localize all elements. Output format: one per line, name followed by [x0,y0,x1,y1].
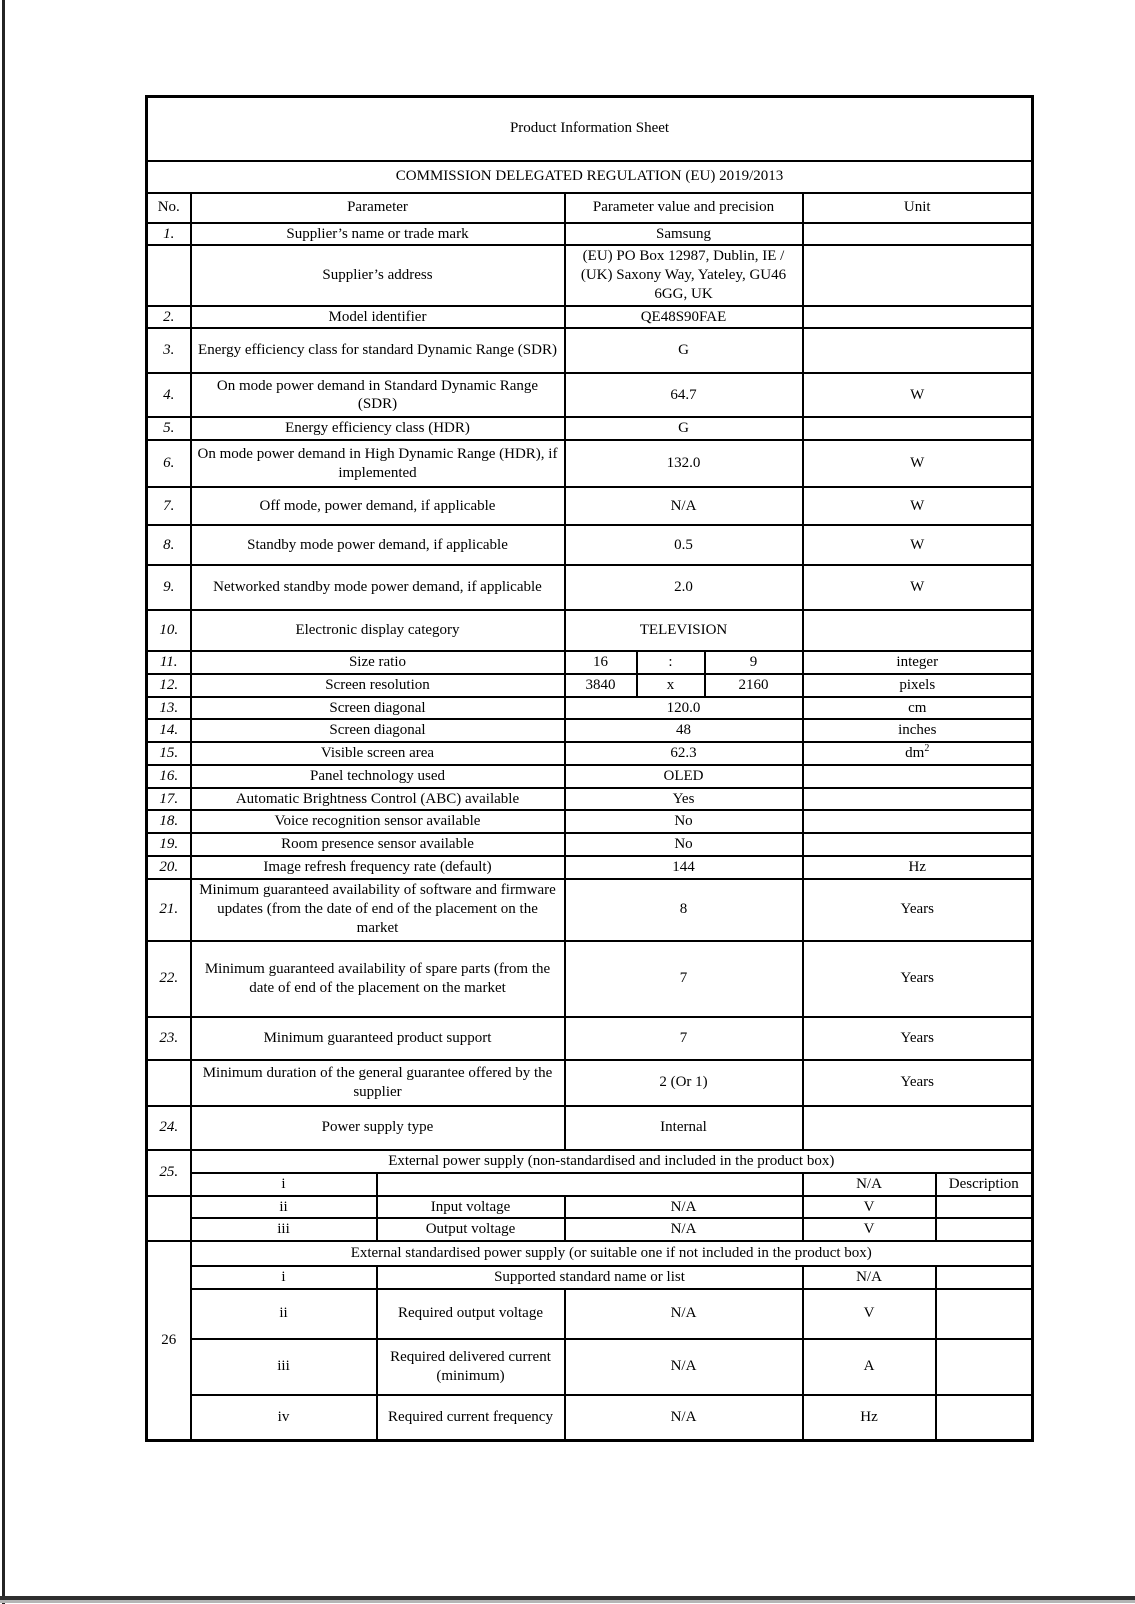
cell-unit: W [803,565,1033,610]
cell-unit: Years [803,879,1033,941]
row-spare-parts [147,941,1033,1017]
cell-subnum: i [191,1173,377,1196]
cell-no: 22. [147,941,191,1017]
cell-value: TELEVISION [565,610,803,651]
cell-parameter: Supplier’s name or trade mark [191,223,565,246]
cell-parameter: Power supply type [191,1106,565,1150]
row-25-ii [147,1196,1033,1219]
cell-no: 19. [147,833,191,856]
cell-unit: W [803,487,1033,525]
cell-unit [803,223,1033,246]
cell-parameter: Energy efficiency class for standard Dynamic Range (SDR) [191,328,565,373]
cell-parameter: Electronic display category [191,610,565,651]
row-screen-diagonal-inches [147,719,1033,742]
cell-unit [803,245,1033,305]
cell-no [147,1060,191,1106]
cell-description [936,1218,1033,1241]
cell-subnum: iii [191,1339,377,1395]
cell-no [147,245,191,305]
regulation-subtitle: COMMISSION DELEGATED REGULATION (EU) 2019/2013 [147,161,1033,193]
cell-description: Description [936,1173,1033,1196]
cell-value-sep: : [637,651,705,674]
cell-description [936,1339,1033,1395]
row-display-category [147,610,1033,651]
cell-parameter: Visible screen area [191,742,565,765]
cell-value: Internal [565,1106,803,1150]
cell-no: 9. [147,565,191,610]
row-power-sdr [147,373,1033,417]
cell-no: 18. [147,810,191,833]
subtitle-row [147,161,1033,193]
cell-no: 5. [147,417,191,440]
cell-no: 21. [147,879,191,941]
cell-value: Samsung [565,223,803,246]
cell-value: 64.7 [565,373,803,417]
header-value: Parameter value and precision [565,193,803,223]
page-scan-edge-bottom-shadow [0,1600,1135,1603]
cell-subnum: ii [191,1289,377,1339]
cell-subnum: i [191,1266,377,1289]
cell-value-a: 3840 [565,674,637,697]
cell-unit: Years [803,1060,1033,1106]
cell-parameter: Required delivered current (minimum) [377,1339,565,1395]
cell-no: 15. [147,742,191,765]
cell-value: 2 (Or 1) [565,1060,803,1106]
cell-no: 24. [147,1106,191,1150]
row-model-identifier [147,306,1033,329]
cell-value-a: 16 [565,651,637,674]
row-voice-recognition [147,810,1033,833]
cell-parameter: Image refresh frequency rate (default) [191,856,565,879]
cell-no: 7. [147,487,191,525]
cell-description [936,1196,1033,1219]
cell-parameter: Voice recognition sensor available [191,810,565,833]
cell-no: 26 [147,1241,191,1441]
cell-parameter: Minimum duration of the general guarantee offered by the supplier [191,1060,565,1106]
cell-parameter: Required current frequency [377,1395,565,1441]
cell-unit [803,833,1033,856]
cell-unit [803,610,1033,651]
cell-no: 12. [147,674,191,697]
cell-value: 132.0 [565,440,803,487]
header-parameter: Parameter [191,193,565,223]
cell-parameter: Input voltage [377,1196,565,1219]
header-unit: Unit [803,193,1033,223]
cell-unit: Hz [803,1395,936,1441]
column-header-row [147,193,1033,223]
cell-unit [803,328,1033,373]
cell-unit: V [803,1196,936,1219]
cell-unit: Hz [803,856,1033,879]
row-product-support [147,1017,1033,1060]
cell-no: 4. [147,373,191,417]
cell-unit [803,810,1033,833]
cell-unit [803,765,1033,788]
cell-no: 1. [147,223,191,246]
cell-parameter: Size ratio [191,651,565,674]
cell-subnum: iii [191,1218,377,1241]
cell-parameter: Required output voltage [377,1289,565,1339]
cell-value: N/A [565,1218,803,1241]
cell-no: 10. [147,610,191,651]
cell-unit: W [803,525,1033,565]
cell-parameter: On mode power demand in Standard Dynamic Range (SDR) [191,373,565,417]
cell-value-sep: x [637,674,705,697]
cell-parameter: Model identifier [191,306,565,329]
cell-no: 16. [147,765,191,788]
cell-value: 144 [565,856,803,879]
row-software-updates [147,879,1033,941]
cell-parameter: Supplier’s address [191,245,565,305]
row-screen-resolution [147,674,1033,697]
unit-superscript: 2 [924,743,930,754]
cell-parameter: On mode power demand in High Dynamic Range (HDR), if implemented [191,440,565,487]
cell-value: G [565,328,803,373]
row-off-mode [147,487,1033,525]
cell-parameter: Minimum guaranteed availability of spare parts (from the date of end of the placement on the market [191,941,565,1017]
cell-subnum: ii [191,1196,377,1219]
cell-value: 2.0 [565,565,803,610]
cell-description [936,1395,1033,1441]
cell-parameter: Automatic Brightness Control (ABC) available [191,788,565,811]
cell-unit: Years [803,1017,1033,1060]
cell-value: 0.5 [565,525,803,565]
cell-parameter: Standby mode power demand, if applicable [191,525,565,565]
cell-value: N/A [565,1395,803,1441]
header-no: No. [147,193,191,223]
cell-parameter: Minimum guaranteed product support [191,1017,565,1060]
cell-value: 48 [565,719,803,742]
row-26-i [147,1266,1033,1289]
cell-parameter: Networked standby mode power demand, if applicable [191,565,565,610]
cell-no: 25. [147,1150,191,1196]
cell-value: N/A [565,1196,803,1219]
cell-parameter: Supported standard name or list [377,1266,803,1289]
title-row [147,97,1033,161]
cell-unit: V [803,1218,936,1241]
cell-parameter: Minimum guaranteed availability of software and firmware updates (from the date of end of the placement on the market [191,879,565,941]
cell-unit [803,306,1033,329]
section-26-header: External standardised power supply (or suitable one if not included in the product box) [191,1241,1033,1266]
row-supplier-name [147,223,1033,246]
row-standby-mode [147,525,1033,565]
row-panel-technology [147,765,1033,788]
cell-unit: N/A [803,1173,936,1196]
row-25-iii [147,1218,1033,1241]
cell-value: N/A [565,1339,803,1395]
cell-value: No [565,810,803,833]
cell-value: 120.0 [565,697,803,720]
section-25-header: External power supply (non-standardised and included in the product box) [191,1150,1033,1173]
row-visible-screen-area [147,742,1033,765]
cell-unit: pixels [803,674,1033,697]
cell-parameter: Screen resolution [191,674,565,697]
cell-unit [803,742,1033,765]
cell-unit: integer [803,651,1033,674]
cell-unit: V [803,1289,936,1339]
cell-parameter: Off mode, power demand, if applicable [191,487,565,525]
row-eec-hdr [147,417,1033,440]
cell-no: 23. [147,1017,191,1060]
cell-no: 20. [147,856,191,879]
cell-parameter [377,1173,803,1196]
cell-parameter: Room presence sensor available [191,833,565,856]
cell-unit: inches [803,719,1033,742]
cell-unit: W [803,373,1033,417]
row-26-iv [147,1395,1033,1441]
row-power-hdr [147,440,1033,487]
cell-no: 11. [147,651,191,674]
cell-value: OLED [565,765,803,788]
cell-no: 14. [147,719,191,742]
cell-unit: Years [803,941,1033,1017]
cell-parameter: Screen diagonal [191,719,565,742]
cell-value: N/A [565,1289,803,1339]
product-information-table [145,95,1034,1442]
cell-unit: A [803,1339,936,1395]
page-scan-edge-left [2,0,5,1604]
cell-value: Yes [565,788,803,811]
cell-value: QE48S90FAE [565,306,803,329]
cell-value-b: 9 [705,651,803,674]
cell-unit: N/A [803,1266,936,1289]
cell-value: G [565,417,803,440]
cell-subnum: iv [191,1395,377,1441]
row-guarantee-duration [147,1060,1033,1106]
cell-unit [803,417,1033,440]
row-eec-sdr [147,328,1033,373]
cell-description [936,1266,1033,1289]
row-26-ii [147,1289,1033,1339]
cell-value: N/A [565,487,803,525]
page-title: Product Information Sheet [147,97,1033,161]
row-refresh-rate [147,856,1033,879]
cell-value-b: 2160 [705,674,803,697]
cell-no: 3. [147,328,191,373]
cell-no: 2. [147,306,191,329]
cell-no: 6. [147,440,191,487]
cell-unit: cm [803,697,1033,720]
cell-description [936,1289,1033,1339]
cell-value: 62.3 [565,742,803,765]
row-power-supply-type [147,1106,1033,1150]
cell-value: 8 [565,879,803,941]
unit-base: dm [905,745,925,761]
row-26-header [147,1241,1033,1266]
row-networked-standby [147,565,1033,610]
row-size-ratio [147,651,1033,674]
cell-unit: W [803,440,1033,487]
row-26-iii [147,1339,1033,1395]
cell-unit [803,1106,1033,1150]
cell-parameter: Energy efficiency class (HDR) [191,417,565,440]
row-screen-diagonal-cm [147,697,1033,720]
cell-parameter: Panel technology used [191,765,565,788]
cell-parameter: Screen diagonal [191,697,565,720]
row-abc-available [147,788,1033,811]
row-room-presence [147,833,1033,856]
cell-value: (EU) PO Box 12987, Dublin, IE / (UK) Saxony Way, Yateley, GU46 6GG, UK [565,245,803,305]
cell-no: 17. [147,788,191,811]
cell-no: 8. [147,525,191,565]
cell-no [147,1196,191,1242]
cell-value: 7 [565,1017,803,1060]
cell-unit [803,788,1033,811]
row-supplier-address [147,245,1033,305]
cell-parameter: Output voltage [377,1218,565,1241]
row-25-i [147,1173,1033,1196]
row-25-header [147,1150,1033,1173]
cell-no: 13. [147,697,191,720]
cell-value: 7 [565,941,803,1017]
cell-value: No [565,833,803,856]
